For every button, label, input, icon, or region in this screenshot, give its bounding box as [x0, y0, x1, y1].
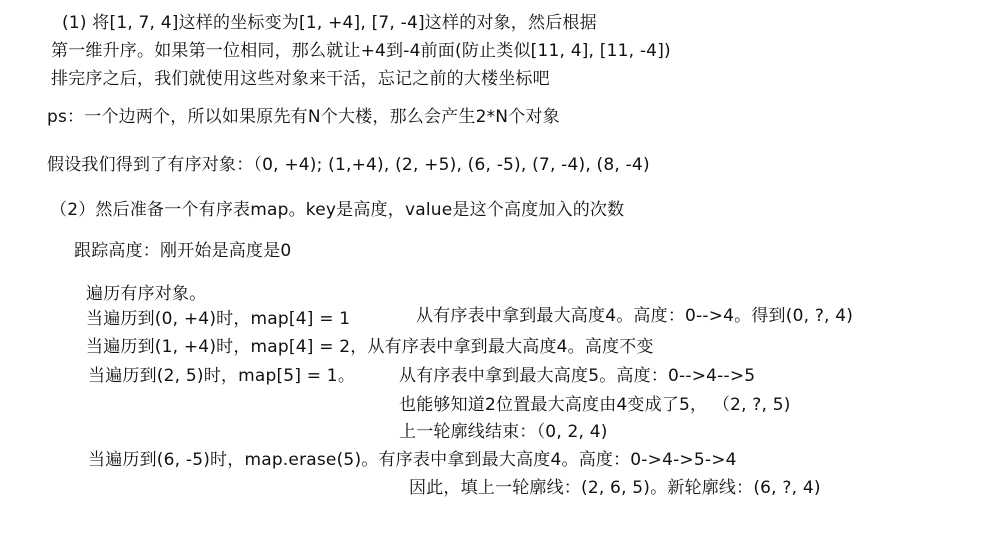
note-line-visit-0: 当遍历到(0, +4)时，map[4] = 1: [86, 309, 351, 329]
note-line-visit-0-result: 从有序表中拿到最大高度4。高度：0-->4。得到(0, ?, 4): [416, 306, 854, 326]
note-line-step2: （2）然后准备一个有序表map。key是高度，value是这个高度加入的次数: [50, 200, 625, 220]
note-line-after-sort: 排完序之后，我们就使用这些对象来干活，忘记之前的大楼坐标吧: [51, 69, 550, 89]
note-line-example-objects: 假设我们得到了有序对象：（0, +4); (1,+4), (2, +5), (6, -5), (7, -4), (8, -4): [47, 155, 650, 175]
note-line-ps: ps：一个边两个，所以如果原先有N个大楼，那么会产生2*N个对象: [47, 107, 560, 127]
note-line-contour-end: 上一轮廓线结束：（0, 2, 4): [399, 422, 608, 442]
note-line-visit-6: 当遍历到(6, -5)时，map.erase(5)。有序表中拿到最大高度4。高度：0->4->5->4: [88, 450, 737, 470]
note-line-visit-2-result: 从有序表中拿到最大高度5。高度：0-->4-->5: [399, 366, 756, 386]
note-line-visit-2-change: 也能够知道2位置最大高度由4变成了5， （2, ?, 5): [399, 395, 791, 415]
note-line-track-height: 跟踪高度：刚开始是高度是0: [74, 241, 292, 261]
note-line-traverse: 遍历有序对象。: [86, 284, 207, 304]
note-line-visit-2: 当遍历到(2, 5)时，map[5] = 1。: [88, 366, 356, 386]
note-line-visit-6-result: 因此，填上一轮廓线：(2, 6, 5)。新轮廓线：(6, ?, 4): [409, 478, 821, 498]
note-line-sort-rule: 第一维升序。如果第一位相同，那么就让+4到-4前面(防止类似[11, 4], [11, -4]): [51, 41, 671, 61]
note-line-step1-intro: (1) 将[1, 7, 4]这样的坐标变为[1, +4], [7, -4]这样的对象，然后根据: [62, 13, 597, 33]
note-line-visit-1: 当遍历到(1, +4)时，map[4] = 2，从有序表中拿到最大高度4。高度不变: [86, 337, 654, 357]
